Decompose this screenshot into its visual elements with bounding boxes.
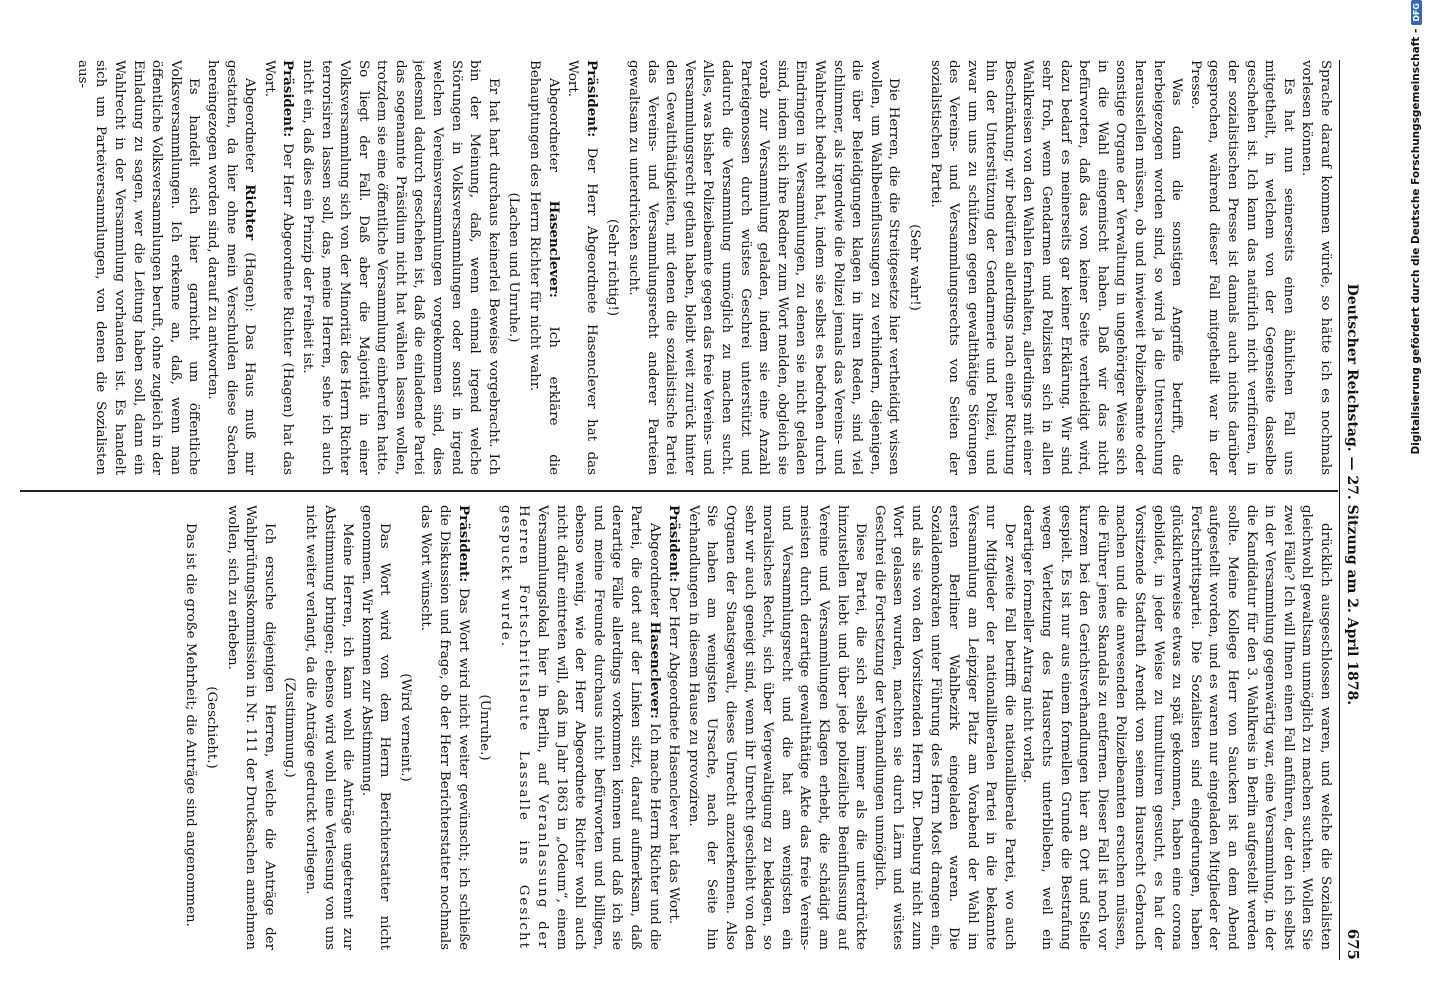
paragraph: (Unruhe.) xyxy=(477,694,493,761)
column-divider xyxy=(20,490,1338,492)
running-title: Deutscher Reichstag. — 27. Sitzung am 2. April 1878. xyxy=(1344,283,1360,706)
paragraph: Ich ersuche diejenigen Herren, welche die Anträge der Wahlprüfungskommission in Nr. 111 der Drucksachen annehmen wollen, sich zu erheben. xyxy=(224,505,277,950)
speaker-name: Richter xyxy=(242,184,259,241)
paragraph: Abgeordneter Richter (Hagen): Das Haus muß mir gestatten, da hier ohne mein Verschulden diese Sachen hereingezogen worden sind, darauf zu antworten. xyxy=(204,60,259,475)
paragraph: Präsident: Der Herr Abgeordnete Hasenclever hat das Wort. xyxy=(565,60,600,475)
paragraph: Meine Herren, ich kann wohl die Anträge ungetrennt zur Abstimmung bringen; ebenso wird wohl eine Verlesung von uns nicht weiter verlangt, da die Anträge gedruckt vorliegen. xyxy=(302,505,356,950)
paragraph: Das ist die große Mehrheit; die Anträge sind angenommen. xyxy=(183,523,199,927)
paragraph: Der zweite Fall betrifft die nationalliberale Partei, wo auch nur Mitglieder der nationalliberalen Partei in die bekannte Versammlung am Leipziger Platz am Vorabend der Wahl im ersten Berliner Wahlbezirk eingeladen waren. Die Sozialdemokraten unter Führung des Herrn Most drangen ein, und als sie von den Vorsitzenden Herrn Dr. Denburg nicht zum Wort gelassen wurden, machten sie durch Lärm und wüstes Geschrei die Fortsetzung der Verhandlungen unmöglich. xyxy=(871,505,1017,950)
speaker-name: Präsident: xyxy=(583,60,600,138)
paragraph: (Zustimmung.) xyxy=(282,677,298,778)
paragraph: Sprache darauf kommen würde, so hätte ich es nochmals vorlesen können. xyxy=(1299,60,1333,475)
left-column xyxy=(18,60,1334,475)
paragraph: Was dann die sonstigen Angriffe betrifft, die herbeigezogen worden sind, so wird ja die Untersuchung herausstellen müssen, ob und inwieweit Polizeibeamte oder sonstige Organe der Verwaltung in ungehöriger Weise sich in die Wahl eingemischt haben. Daß wir das nicht befürworten, daß das von keiner Seite vertheidigt wird, dazu bedarf es meinerseits gar keiner Erklärung. Wir sind sehr froh, wenn Gendarmen und Polizisten sich in allen Wahlkreisen von den Wahlen fernhalten, allerdings mit einer Beschränkung; wir bedürfen allerdings nach einer Richtung hin der Unterstützung der Gendarmerie und Polizei, und zwar um uns zu schützen gegen gewaltthätige Störungen des Vereins- und Versammlungsrechts von Seiten der sozialistischen Partei. xyxy=(927,60,1185,475)
emphasized-text: Veranlassung der Herren Fortschrittsleute Lassalle ins Gesicht gespuckt wurde. xyxy=(497,505,551,950)
speaker-name: Hasenclever: xyxy=(545,200,562,298)
paragraph: Diese Partei, die sich selbst immer als die unterdrückte hinzustellen liebt und über jede polizeiliche Beeinflussung auf Vereine und Versammlungen Klagen erhebt, die schädigt am meisten durch derartige gewaltthätige Akte das freie Vereins- und Versammlungsrecht und die hat am wenigsten ein moralisches Recht, sich über Vergewaltigung zu beklagen, so sehr wir auch geneigt sind, wenn ihr Unrecht geschieht von den Organen der Staatsgewalt, dieses Unrecht anzuerkennen. Also Sie haben am wenigsten Ursache, nach der Seite hin Verhandlungen in diesem Hause zu provoziren. xyxy=(685,505,869,950)
paragraph: (Geschieht.) xyxy=(203,686,219,769)
paragraph: Er hat hart durchaus keinerlei Beweise vorgebracht. Ich bin der Meinung, daß, wenn einmal irgend welche Störungen in Volksversammlungen oder sonst in irgend welchen Vereinsversammlungen vorgekommen sind, dies jedesmal dadurch geschehen ist, daß die einladende Partei das sogenannte Präsidium nicht hat wählen lassen wollen, trotzdem sie eine öffentliche Versammlung einberufen hatte. So liegt der Fall. Daß aber die Majorität in einer Volksversammlung sich von der Minorität des Herrn Richter terrorisiren lassen soll, das, meine Herren, sehe ich auch nicht ein, daß dies ein Prinzip der Freiheit ist. xyxy=(299,60,501,475)
page-number: 675 xyxy=(1344,928,1362,960)
paragraph: (Lachen und Unruhe.) xyxy=(506,192,522,343)
paragraph: (Wird verneint.) xyxy=(397,673,413,782)
paragraph: Abgeordneter Hasenclever: Ich erkläre die Behauptungen des Herrn Richter für nicht wahr. xyxy=(527,60,562,475)
speaker-name: Hasenclever: xyxy=(646,621,663,719)
paragraph: Die Herren, die die Streitgesetze hier vertheidigt wissen wollen, um Wahlbeeinflussungen zu verhindern, diejenigen, die über Beleidigungen klagen in ihren Reden, sind viel schlimmer, als irgendwie die Polizei jemals das Vereins- und Wahlrecht bedroht hat, indem sie selbst es bedrohen durch Eindringen in Versammlungen, zu denen sie nicht geladen sind, indem sich ihre Redner zum Wort melden, obgleich sie vorab zur Versammlung geladen, indem sie eine Anzahl Parteigenossen durch wüstes Geschrei unterstützt und dadurch die Versammlung unmöglich zu machen sucht. Alles, was bisher Polizeibeamte gegen das freie Vereins- und Versammlungsrecht gethan haben, bleibt weit zurück hinter den Gewaltthätigkeiten, mit denen die sozialistische Partei das Vereins- und Versammlungsrecht anderer Parteien gewaltsam zu unterdrücken sucht. xyxy=(626,60,902,475)
paragraph: Es handelt sich hier garnicht um öffentliche Volksversammlungen. Ich erkenne an, daß, wenn man öffentliche Volksversammlungen beruft, ohne zugleich in der Einladung zu sagen, wer die Leitung haben soll, dann ein Wahlrecht in der Versammlung vorhanden ist. Es handelt sich um Parteiversammlungen, von denen die Sozialisten aus- xyxy=(74,60,202,475)
paragraph: Es hat nun seinerseits einen ähnlichen Fall uns mitgetheilt, in welchem von der Gegenseite dasselbe geschehen ist. Ich kann das natürlich nicht verificiren, in der sozialistischen Presse ist damals auch nichts darüber gesprochen, während dieser Fall mitgetheilt war in der Presse. xyxy=(1187,60,1296,475)
right-column xyxy=(18,505,1334,950)
speaker-name: Präsident: xyxy=(280,60,297,138)
speaker-name: Präsident: xyxy=(455,505,472,583)
paragraph: Das Wort wird von dem Herrn Berichterstatter nicht genommen. Wir kommen zur Abstimmung. xyxy=(358,505,393,950)
dfg-side-note xyxy=(1406,0,1430,1000)
paragraph: (Sehr wahr!) xyxy=(906,224,922,311)
paragraph: (Sehr richtig!) xyxy=(605,218,621,317)
paragraph: Abgeordneter Hasenclever: Ich mache Herrn Richter und die Partei, die dort auf der Linken sitzt, darauf aufmerksam, daß derartige Fälle allerdings vorkommen können und daß ich sie und meine Freunde durchaus nicht befürworten und billigen, ebenso wenig, wie der Herr Abgeordnete Richter wohl auch nicht dafür eintreten will, daß im Jahr 1863 in „Odeum“, einem Versammlungslokal hier in Berlin, auf Veranlassung der Herren Fortschrittsleute Lassalle ins Gesicht gespuckt wurde. xyxy=(497,505,663,950)
paragraph: Präsident: Das Wort wird nicht weiter gewünscht; ich schließe die Diskussion und frage, ob der Herr Berichterstatter nochmals das Wort wünscht. xyxy=(418,505,472,950)
dfg-note-text: Digitalisierung gefördert durch die Deutsche Forschungsgemeinschaft - xyxy=(1410,28,1422,455)
paragraph: Präsident: Der Herr Abgeordnete Richter (Hagen) hat das Wort. xyxy=(261,60,297,475)
page-header xyxy=(1339,60,1384,960)
paragraph: Präsident: Der Herr Abgeordnete Hasenclever hat das Wort. xyxy=(666,505,683,925)
dfg-logo: DFG xyxy=(1411,0,1422,25)
speaker-name: Präsident: xyxy=(666,505,683,583)
paragraph: drücklich ausgeschlossen waren, und welche die Sozialisten gleichwohl gewaltsam unmöglich zu machen suchten. Wollen Sie zwei Fälle? Ich will Ihnen einen Fall anführen, der den ich selbst in der Versammlung gegenwärtig war, eine Versammlung, in der die Kandidatur für den 3. Wahlkreis in Berlin aufgestellt werden sollte. Meine Kollege Herr von Saucken ist an dem Abend aufgestellt worden, und es waren nur eingeladen Mitglieder der Fortschrittspartei. Die Sozialisten sind eingedrungen, haben glücklicherweise etwas zu spät gekommen, haben eine corona gebildet, in jeder Weise zu tumultuiren gesucht, es hat der Vorsitzende Stadtrath Arendt von seinem Hausrecht Gebrauch machen und die anwesenden Polizeibeamten ersuchen müssen, die Führer jenes Skandals zu entfernen. Dieser Fall ist noch vor kurzem bei den Gerichtsverhandlungen hier an Ort und Stelle gespielt. Es ist nur aus einem formellen Grunde die Bestrafung wegen Verletzung des Hausrechts unterblieben, weil ein derartiger formeller Antrag nicht vorlag. xyxy=(1020,505,1333,950)
